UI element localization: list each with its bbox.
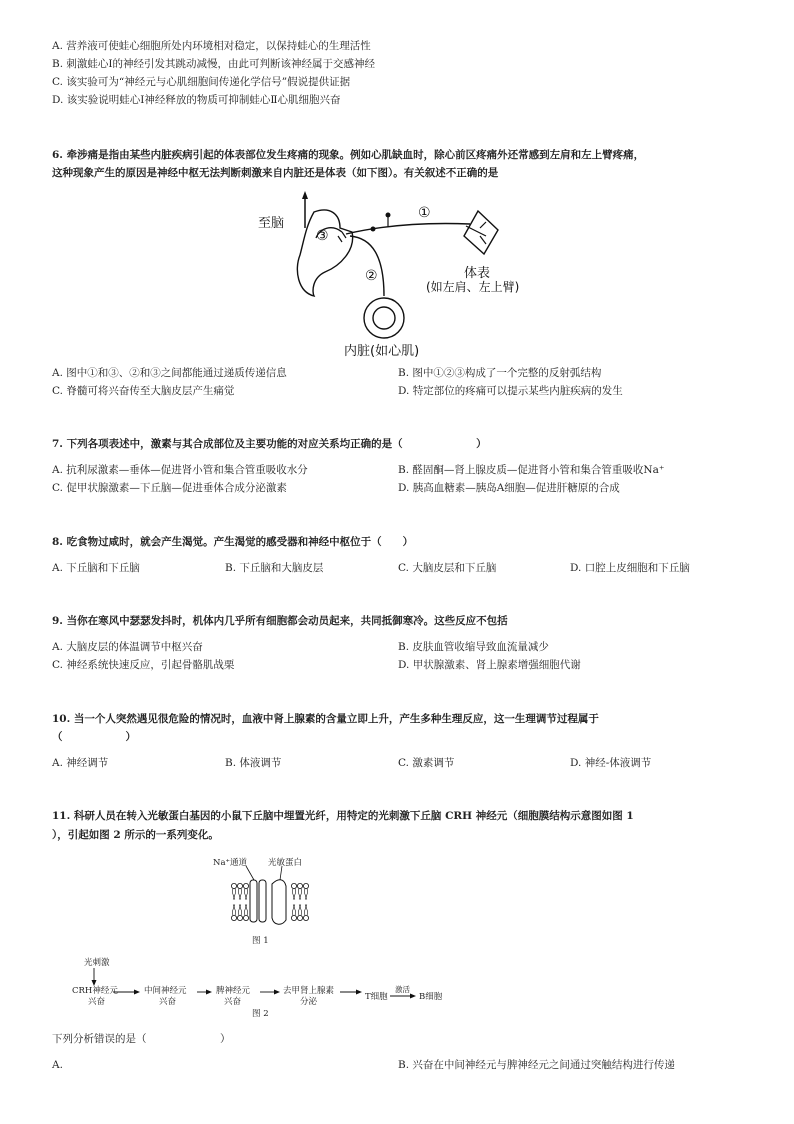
q7-option-d: D. 胰高血糖素—胰岛A细胞—促进肝糖原的合成 <box>398 482 620 494</box>
label-crh: CRH神经元 <box>72 986 118 996</box>
label-3: ③ <box>316 228 329 244</box>
q11-stem-line1: 11. 科研人员在转入光敏蛋白基因的小鼠下丘脑中埋置光纤，用特定的光刺激下丘脑 CRH 神经元（细胞膜结构示意图如图 1 <box>52 810 634 822</box>
q8-option-a: A. 下丘脑和下丘脑 <box>52 562 140 574</box>
label-mid-sub: 兴奋 <box>159 997 177 1007</box>
q7-option-c: C. 促甲状腺激素—下丘脑—促进垂体合成分泌激素 <box>52 482 287 494</box>
label-spleen: 脾神经元 <box>216 986 251 996</box>
label-na-channel: Na⁺通道 <box>213 858 247 868</box>
label-light-stimulus: 光刺激 <box>84 958 110 968</box>
q9-option-c: C. 神经系统快速反应，引起骨骼肌战栗 <box>52 659 235 671</box>
label-1: ① <box>418 205 431 221</box>
label-ne: 去甲肾上腺素 <box>283 986 335 996</box>
label-b-cell: B细胞 <box>419 992 443 1002</box>
q9-option-a: A. 大脑皮层的体温调节中枢兴奋 <box>52 641 203 653</box>
label-skin-sub: (如左肩、左上臂) <box>426 280 520 294</box>
q10-stem-line2: （ ） <box>52 731 136 743</box>
label-2: ② <box>365 268 378 284</box>
fig1-caption: 图 1 <box>252 936 269 946</box>
q9-option-b: B. 皮肤血管收缩导致血流量减少 <box>398 641 549 653</box>
q5-option-c: C. 该实验可为“神经元与心肌细胞间传递化学信号”假说提供证据 <box>52 76 351 88</box>
q6-option-a: A. 图中①和③、②和③之间都能通过递质传递信息 <box>52 367 287 379</box>
label-ne-sub: 分泌 <box>300 997 318 1007</box>
q6-option-d: D. 特定部位的疼痛可以提示某些内脏疾病的发生 <box>398 385 623 397</box>
q11-stem-line2: ），引起如图 2 所示的一系列变化。 <box>52 829 219 841</box>
q8-option-d: D. 口腔上皮细胞和下丘脑 <box>570 562 690 574</box>
label-to-brain: 至脑 <box>258 216 285 231</box>
q6-option-b: B. 图中①②③构成了一个完整的反射弧结构 <box>398 367 602 379</box>
label-activate: 激活 <box>395 985 410 994</box>
q11-option-a: A. <box>52 1059 63 1071</box>
q11-analysis-prompt: 下列分析错误的是（ ） <box>52 1033 231 1045</box>
q5-option-b: B. 刺激蛙心Ⅰ的神经引发其跳动减慢，由此可判断该神经属于交感神经 <box>52 58 376 70</box>
q7-option-a: A. 抗利尿激素—垂体—促进肾小管和集合管重吸收水分 <box>52 464 308 476</box>
q10-option-d: D. 神经-体液调节 <box>570 757 652 769</box>
q10-option-b: B. 体液调节 <box>225 757 282 769</box>
q9-stem: 9. 当你在寒风中瑟瑟发抖时，机体内几乎所有细胞都会动员起来，共同抵御寒冷。这些反应不包括 <box>52 615 508 627</box>
label-light-protein: 光敏蛋白 <box>268 858 303 868</box>
q10-option-c: C. 激素调节 <box>398 757 455 769</box>
q7-option-b: B. 醛固酮—肾上腺皮质—促进肾小管和集合管重吸收Na⁺ <box>398 464 665 476</box>
q8-option-b: B. 下丘脑和大脑皮层 <box>225 562 324 574</box>
q6-option-c: C. 脊髓可将兴奋传至大脑皮层产生痛觉 <box>52 385 235 397</box>
q5-option-d: D. 该实验说明蛙心Ⅰ神经释放的物质可抑制蛙心Ⅱ心肌细胞兴奋 <box>52 94 341 106</box>
q5-option-a: A. 营养液可使蛙心细胞所处内环境相对稳定，以保持蛙心的生理活性 <box>52 40 371 52</box>
q11-option-b: B. 兴奋在中间神经元与脾神经元之间通过突触结构进行传递 <box>398 1059 675 1071</box>
q7-stem: 7. 下列各项表述中，激素与其合成部位及主要功能的对应关系均正确的是（ ） <box>52 438 487 450</box>
label-organ: 内脏(如心肌) <box>344 344 420 359</box>
label-crh-sub: 兴奋 <box>88 997 106 1007</box>
label-skin: 体表 <box>464 266 491 281</box>
q6-stem-line1: 6. 牵涉痛是指由某些内脏疾病引起的体表部位发生疼痛的现象。例如心肌缺血时，除心前区疼痛外还常感到左肩和左上臂疼痛， <box>52 149 645 161</box>
q9-option-d: D. 甲状腺激素、肾上腺素增强细胞代谢 <box>398 659 581 671</box>
label-spleen-sub: 兴奋 <box>224 997 242 1007</box>
q8-stem: 8. 吃食物过咸时，就会产生渴觉。产生渴觉的感受器和神经中枢位于（ ） <box>52 536 414 548</box>
label-mid: 中间神经元 <box>144 986 187 996</box>
q8-option-c: C. 大脑皮层和下丘脑 <box>398 562 497 574</box>
q6-stem-line2: 这种现象产生的原因是神经中枢无法判断刺激来自内脏还是体表（如下图）。有关叙述不正确的是 <box>52 167 499 179</box>
fig2-caption: 图 2 <box>252 1009 269 1019</box>
label-t-cell: T细胞 <box>365 992 388 1002</box>
q10-option-a: A. 神经调节 <box>52 757 109 769</box>
q10-stem-line1: 10. 当一个人突然遇见很危险的情况时，血液中肾上腺素的含量立即上升，产生多种生理反应，这一生理调节过程属于 <box>52 713 599 725</box>
